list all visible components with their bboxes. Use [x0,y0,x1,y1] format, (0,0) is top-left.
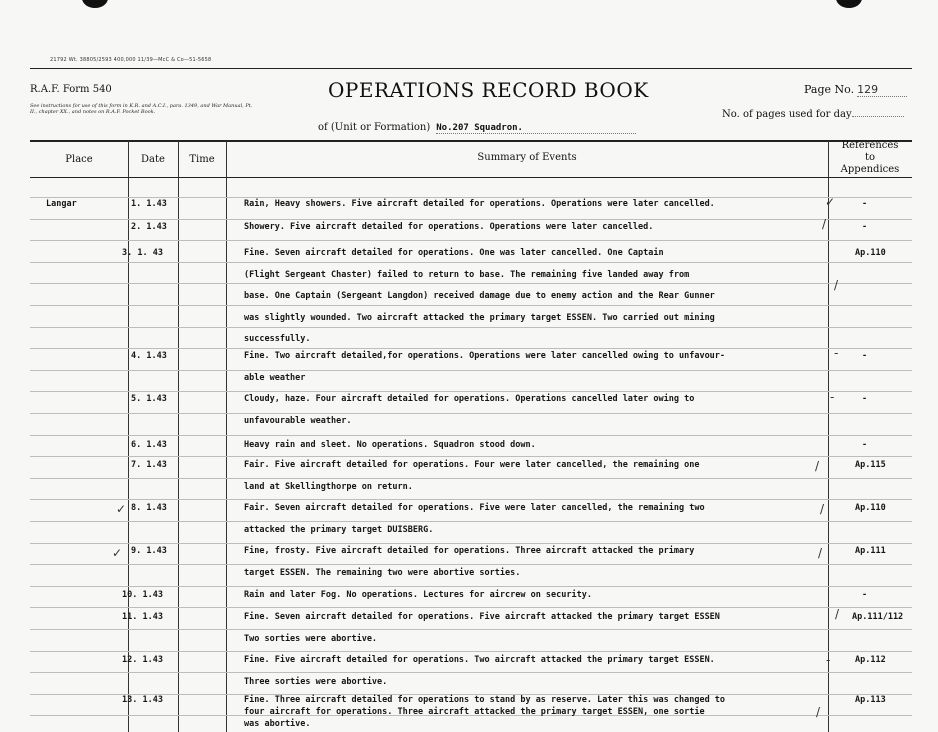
entry-summary-line: Showery. Five aircraft detailed for operations. Operations were later cancelled. [244,222,654,232]
entry-summary-line: Cloudy, haze. Four aircraft detailed for operations. Operations cancelled later owing to [244,394,695,404]
entry-summary-line: Fine, frosty. Five aircraft detailed for operations. Three aircraft attacked the primary [244,546,695,556]
entry-reference: - [862,590,868,600]
ruled-line [30,348,912,349]
punch-hole [836,0,862,8]
ruled-line [30,197,912,198]
column-header-summary: Summary of Events [477,152,577,163]
ruled-line [30,413,912,414]
ruled-line [30,435,912,436]
check-mark: ✓ [825,195,836,209]
check-mark: ✓ [116,502,127,516]
ruled-line [30,586,912,587]
references-line: References [841,140,899,151]
check-mark: ✓ [112,546,123,560]
entry-summary-line: base. One Captain (Sergeant Langdon) received damage due to enemy action and the Rear Gunner [244,291,715,301]
check-mark: / [835,607,840,621]
entry-summary-line: Two sorties were abortive. [244,633,378,644]
column-header-time: Time [189,154,215,165]
ruled-line [30,219,912,220]
ruled-line [30,456,912,457]
entry-summary-line: (Flight Sergeant Chaster) failed to return to base. The remaining five landed away from [244,269,690,280]
ruled-line [30,327,912,328]
column-divider [828,141,829,732]
check-mark: / [822,217,827,231]
entry-date: 5. 1.43 [131,394,167,404]
entry-date: 1. 1.43 [131,199,167,209]
header-bottom-rule [30,177,912,178]
entry-reference: Ap.113 [855,695,886,705]
entry-date: 4. 1.43 [131,351,167,361]
entry-date: 2. 1.43 [131,222,167,232]
entry-date: 7. 1.43 [131,460,167,470]
page-number-label: Page No. [804,83,855,96]
punch-hole [82,0,108,8]
top-rule [30,68,912,69]
entry-summary-line: Fine. Seven aircraft detailed for operations. One was later cancelled. One Captain [244,248,664,258]
entry-summary-line: Heavy rain and sleet. No operations. Squadron stood down. [244,440,536,450]
entry-summary-line: Fair. Five aircraft detailed for operations. Four were later cancelled, the remaining one [244,460,700,470]
entry-reference: - [862,394,868,404]
references-line: to [864,152,876,163]
entry-summary-line: Fine. Three aircraft detailed for operations to stand by as reserve. Later this was changed to [244,695,726,705]
ruled-line [30,651,912,652]
page-title: OPERATIONS RECORD BOOK [328,78,649,102]
entry-summary-line: attacked the primary target DUISBERG. [244,524,434,535]
page-number-value: 129 [857,83,907,97]
entry-date: 10. 1.43 [122,590,163,600]
page-number [804,83,907,97]
entry-summary-line: Fine. Seven aircraft detailed for operations. Five aircraft attacked the primary target ESSEN [244,612,720,622]
check-mark: / [820,502,825,516]
entry-reference: Ap.111 [855,546,886,556]
ruled-line [30,370,912,371]
unit-label: of (Unit or Formation) [318,122,431,133]
ruled-line [30,262,912,263]
check-mark: / [815,459,820,473]
unit-line [318,122,636,134]
check-mark: / [818,546,823,560]
entry-date: 9. 1.43 [131,546,167,556]
entry-summary-line: target ESSEN. The remaining two were abortive sorties. [244,567,521,578]
ruled-line [30,305,912,306]
entry-reference: Ap.115 [855,460,886,470]
entry-date: 8. 1.43 [131,503,167,513]
column-header-references [828,140,912,176]
entry-reference: Ap.111/112 [852,612,904,622]
pages-used-label: No. of pages used for day [722,109,852,120]
entry-date: 13. 1.43 [122,695,163,705]
column-divider [178,141,179,732]
entry-summary-line: Rain and later Fog. No operations. Lectures for aircrew on security. [244,590,592,600]
entry-summary-line: was slightly wounded. Two aircraft attacked the primary target ESSEN. Two carried out mining [244,312,715,323]
entry-summary-line: unfavourable weather. [244,415,352,426]
ruled-line [30,672,912,673]
entry-place: Langar [46,199,77,209]
check-mark: / [834,278,839,292]
entry-reference: - [862,351,868,361]
check-mark: - [830,390,835,404]
ruled-line [30,391,912,392]
entry-summary-line: Fine. Two aircraft detailed,for operations. Operations were later cancelled owing to unfavour- [244,351,726,361]
check-mark: - [826,653,831,667]
entry-date: 12. 1.43 [122,655,163,665]
entry-summary-line: four aircraft for operations. Three aircraft attacked the primary target ESSEN, one sortie [244,707,705,717]
entry-summary-line: Rain, Heavy showers. Five aircraft detailed for operations. Operations were later cancelled. [244,199,715,209]
pages-used [722,109,904,120]
ruled-line [30,543,912,544]
column-header-place: Place [65,154,93,165]
entry-summary-line: Three sorties were abortive. [244,676,388,687]
ruled-line [30,521,912,522]
entry-reference: Ap.110 [855,248,886,258]
entry-date: 3. 1. 43 [122,248,163,258]
ruled-line [30,499,912,500]
entry-summary-line: land at Skellingthorpe on return. [244,481,413,492]
column-divider [226,141,227,732]
ruled-line [30,607,912,608]
entry-date: 6. 1.43 [131,440,167,450]
form-label: R.A.F. Form 540 [30,84,112,95]
column-divider [128,141,129,732]
unit-value: No.207 Squadron. [436,123,636,134]
header-top-rule [30,140,912,142]
entry-summary-line: able weather [244,372,306,383]
entry-reference: - [862,222,868,232]
entry-summary-line: was abortive. [244,719,311,729]
entry-summary-line: Fair. Seven aircraft detailed for operations. Five were later cancelled, the remaining two [244,503,705,513]
ruled-line [30,240,912,241]
ruled-line [30,283,912,284]
check-mark: - [834,346,839,360]
references-line: Appendices [840,164,900,175]
ruled-line [30,629,912,630]
entry-summary-line: Fine. Five aircraft detailed for operations. Two aircraft attacked the primary target ESSEN. [244,655,715,665]
check-mark: / [816,705,821,719]
column-header-date: Date [141,154,165,165]
form-instructions: See instructions for use of this form in K.R. and A.C.I., para. 1349, and War Manual, Pt. II., chapter XX., and notes on R.A.F. Pocket Book. [30,103,253,115]
entry-reference: Ap.112 [855,655,886,665]
entry-reference: Ap.110 [855,503,886,513]
pages-used-value [852,116,904,117]
print-code: 21792 Wt. 38805/2593 400,000 11/39—McC & Co—51-5658 [50,57,212,63]
entry-summary-line: successfully. [244,334,311,344]
entry-reference: - [862,199,868,209]
entry-reference: - [862,440,868,450]
ruled-line [30,564,912,565]
entry-date: 11. 1.43 [122,612,163,622]
ruled-line [30,478,912,479]
